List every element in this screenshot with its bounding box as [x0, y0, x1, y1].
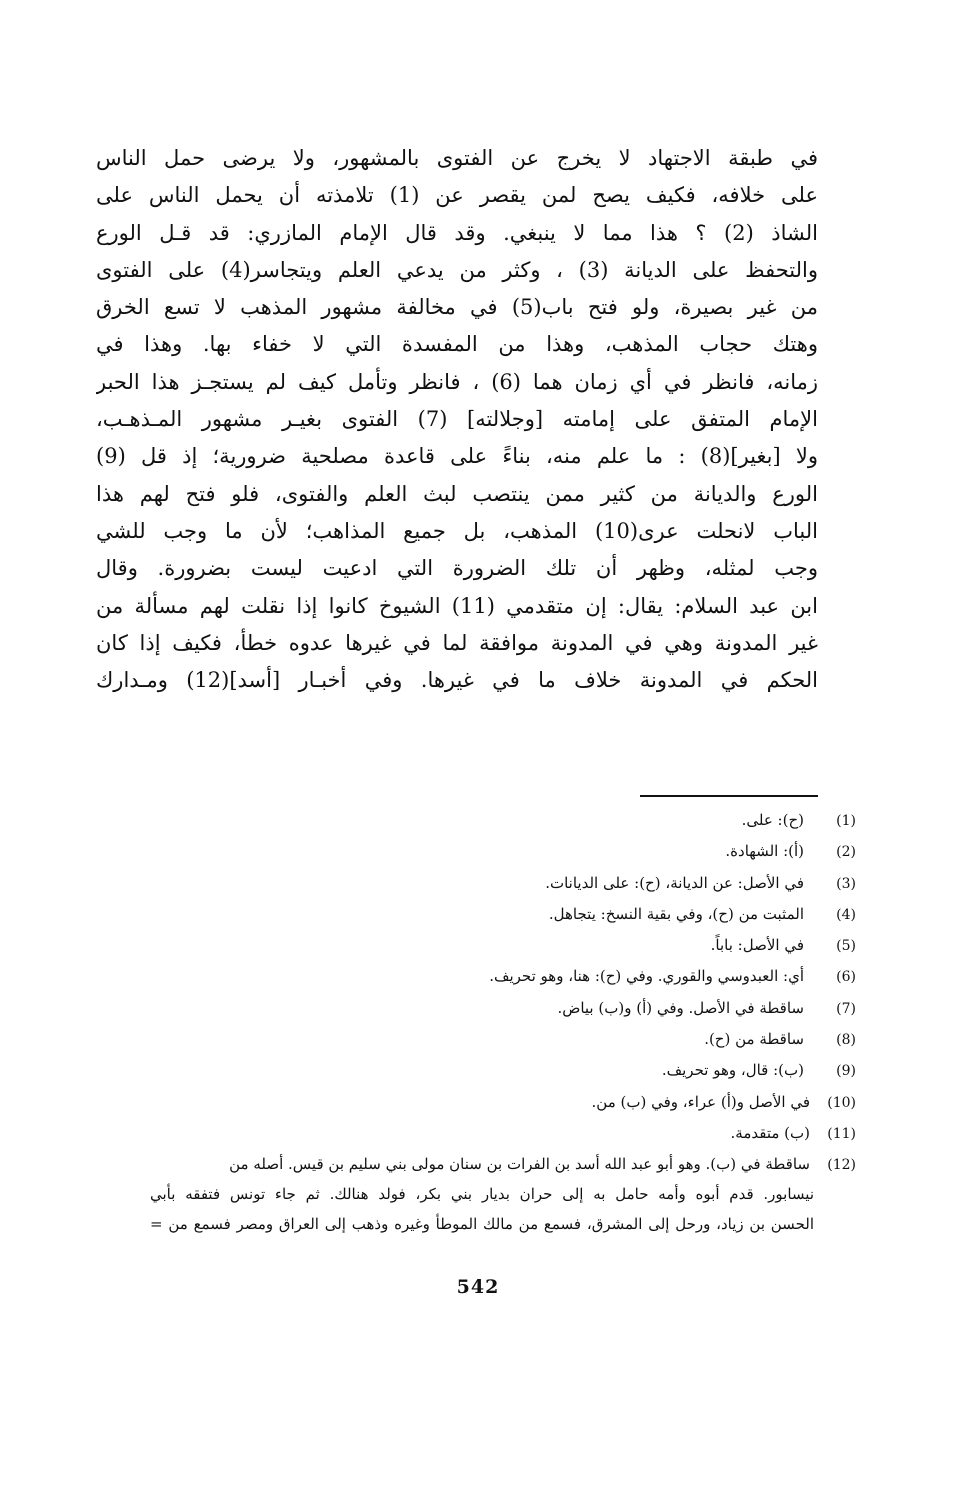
- footnote-item: [150, 836, 856, 867]
- footnote-text: في الأصل: باباً.: [710, 936, 804, 955]
- footnote-number: (5): [836, 938, 856, 955]
- footnote-number: (4): [836, 906, 856, 923]
- footnote-text: أي: العبدوسي والقوري. وفي (ح): هنا، وهو تحريف.: [489, 967, 804, 986]
- body-line: على خلافه، فكيف يصح لمن يقصر عن (1) تلامذته أن يحمل الناس على: [96, 183, 818, 208]
- footnote-number: (3): [836, 875, 856, 892]
- footnote-text: (ب) متقدمة.: [730, 1123, 810, 1142]
- body-line: الورع والديانة من كثير ممن ينتصب لبث العلم والفتوى، فلو فتح لهم هذا: [96, 481, 818, 506]
- body-line: وهتك حجاب المذهب، وهذا من المفسدة التي لا خفاء بها. وهذا في: [96, 332, 818, 357]
- footnote-text: (أ): الشهادة.: [725, 842, 804, 861]
- footnote-text: في الأصل: عن الديانة، (ح): على الديانات.: [545, 873, 804, 892]
- body-line: والتحفظ على الديانة (3) ، وكثر من يدعي العلم ويتجاسر(4) على الفتوى: [96, 257, 818, 282]
- footnote-continuation: الحسن بن زياد، ورحل إلى المشرق، فسمع من مالك الموطأ وغيره وذهب إلى العراق ومصر فسمع من =: [150, 1215, 814, 1234]
- footnote-item: [150, 899, 856, 930]
- footnote-item: [150, 805, 856, 836]
- footnote-text: في الأصل و(أ) عراء، وفي (ب) من.: [591, 1092, 810, 1111]
- body-line: الباب لانحلت عرى(10) المذهب، بل جميع المذاهب؛ لأن ما وجب للشي: [96, 518, 818, 543]
- footnote-number: (6): [836, 969, 856, 986]
- body-line: وجب لمثله، وظهر أن تلك الضرورة التي ادعيت ليست بضرورة. وقال: [96, 556, 818, 581]
- footnote-number: (1): [836, 813, 856, 829]
- footnotes-section: [150, 805, 856, 1239]
- body-line: ولا [بغير](8) : ما علم منه، بناءً على قاعدة مصلحية ضرورية؛ إذ قل (9): [96, 444, 818, 469]
- footnote-text: ساقطة في (ب). وهو أبو عبد الله أسد بن الفرات بن سنان مولى بني سليم بن قيس. أصله من: [229, 1155, 810, 1174]
- body-line: الحكم في المدونة خلاف ما في غيرها. وفي أخبـار [أسد](12) ومـدارك: [96, 668, 818, 693]
- body-line: ابن عبد السلام: يقال: إن متقدمي (11) الشيوخ كانوا إذا نقلت لهم مسألة من: [96, 593, 818, 618]
- footnote-item: [150, 1118, 856, 1149]
- footnote-text: ساقطة في الأصل. وفي (أ) و(ب) بياض.: [557, 998, 804, 1017]
- body-line: زمانه، فانظر في أي زمان هما (6) ، فانظر وتأمل كيف لم يستجـز هذا الحبر: [96, 369, 818, 394]
- footnote-item: [150, 993, 856, 1024]
- body-line: الإمام المتفق على إمامته [وجلالته] (7) الفتوى بغيـر مشهور المـذهـب،: [96, 407, 818, 432]
- footnote-text: (ح): على.: [741, 811, 804, 829]
- footnote-number: (2): [836, 844, 856, 861]
- body-line: غير المدونة وهي في المدونة موافقة لما في غيرها عدوه خطأ، فكيف إذا كان: [96, 630, 818, 655]
- footnote-item: [150, 961, 856, 992]
- page-number: 542: [456, 1276, 500, 1298]
- footnote-text: المثبت من (ح)، وفي بقية النسخ: يتجاهل.: [548, 904, 804, 923]
- body-line: في طبقة الاجتهاد لا يخرج عن الفتوى بالمشهور، ولا يرضى حمل الناس: [96, 146, 818, 170]
- footnote-item: [150, 1024, 856, 1055]
- footnote-item: [150, 1055, 856, 1086]
- footnote-number: (12): [827, 1157, 856, 1174]
- footnote-separator: [640, 795, 818, 797]
- footnote-number: (11): [827, 1125, 856, 1142]
- footnote-text: ساقطة من (ح).: [704, 1030, 804, 1049]
- body-line: الشاذ (2) ؟ هذا مما لا ينبغي. وقد قال الإمام المازري: قد قـل الورع: [96, 220, 818, 245]
- footnote-number: (8): [836, 1032, 856, 1049]
- footnote-line: [150, 1149, 856, 1179]
- footnote-continuation: نيسابور. قدم أبوه وأمه حامل به إلى حران بديار بني بكر، فولد هنالك. ثم جاء تونس فتفقه بأبي: [150, 1185, 814, 1204]
- footnote-item-long: [150, 1149, 856, 1239]
- footnote-number: (9): [836, 1063, 856, 1080]
- footnote-item: [150, 930, 856, 961]
- body-line: من غير بصيرة، ولو فتح باب(5) في مخالفة مشهور المذهب لا تسع الخرق: [96, 295, 818, 320]
- main-body-text: [96, 140, 818, 699]
- footnote-text: (ب): قال، وهو تحريف.: [661, 1061, 804, 1080]
- footnote-number: (10): [827, 1094, 856, 1111]
- footnote-number: (7): [836, 1000, 856, 1017]
- footnote-item: [150, 868, 856, 899]
- footnote-item: [150, 1087, 856, 1118]
